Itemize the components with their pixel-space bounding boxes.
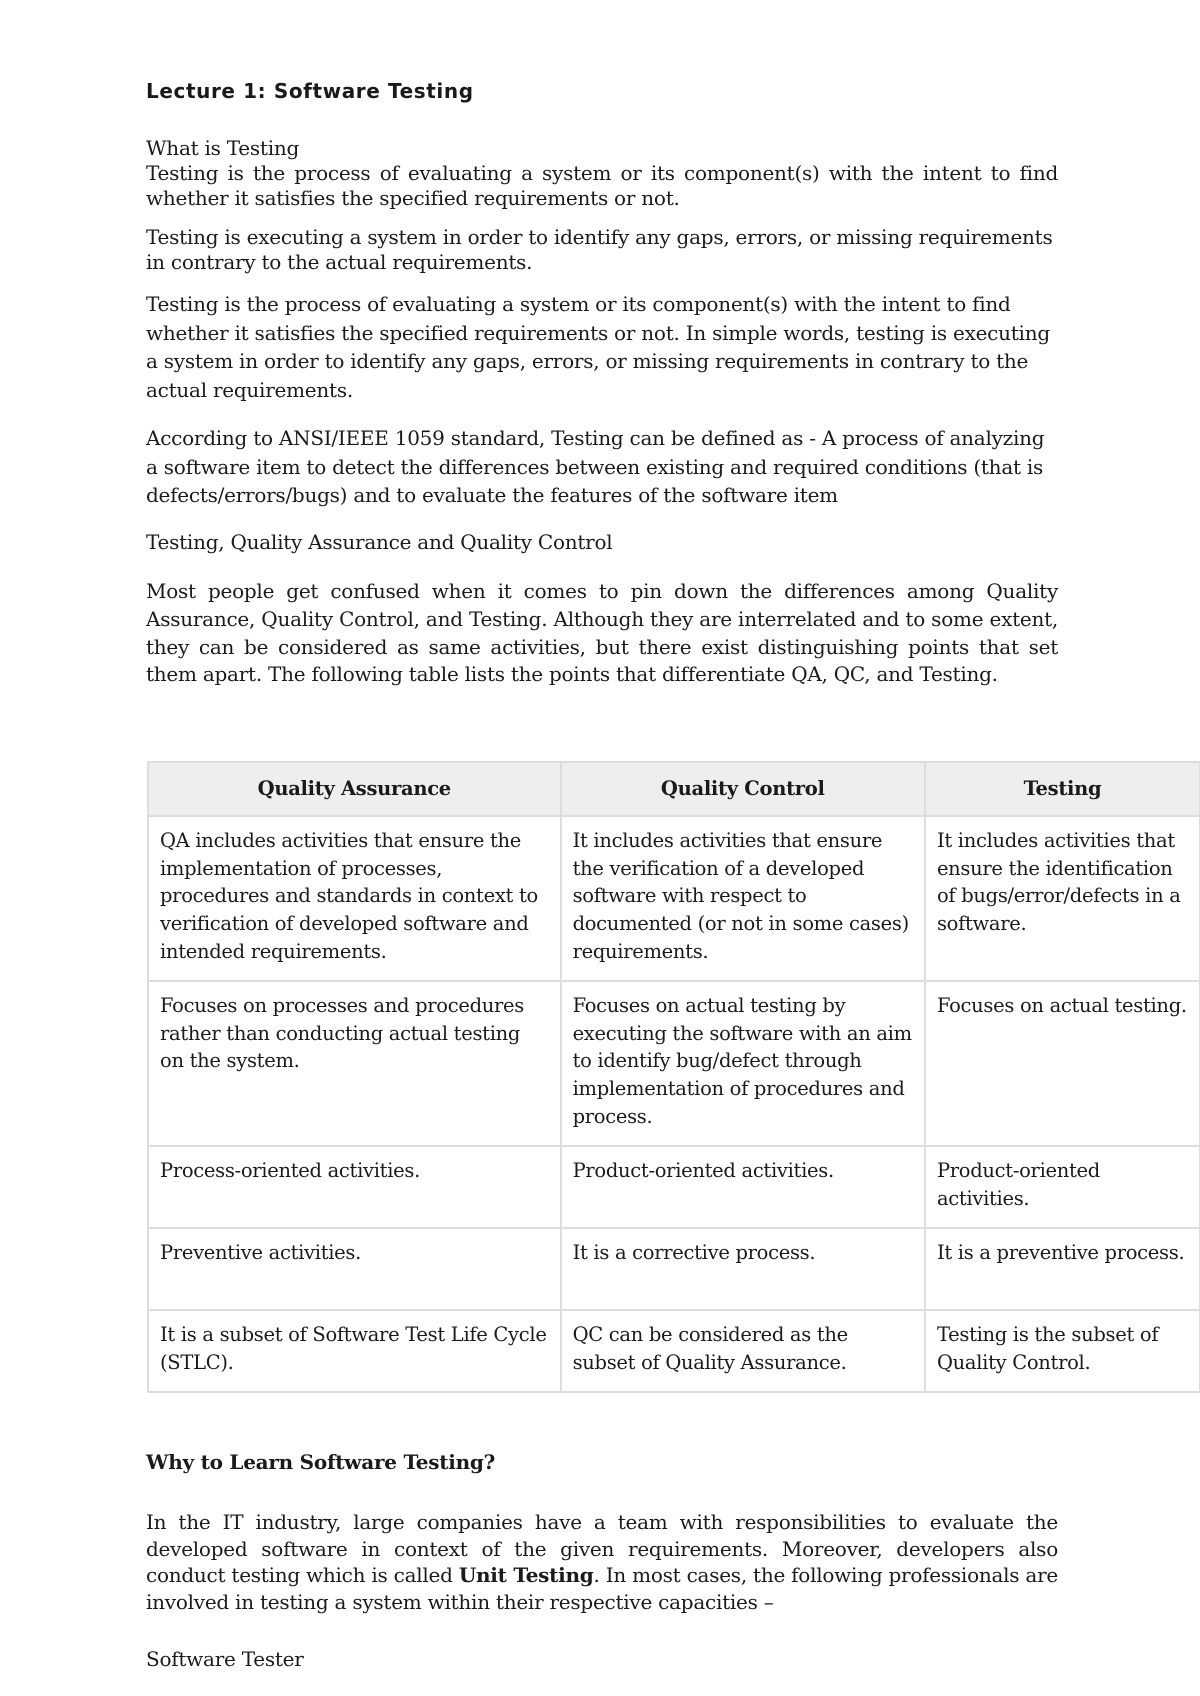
header-testing: Testing [925, 762, 1200, 816]
definition-paragraph: Testing is the process of evaluating a system or its component(s) with the intent to find whether it satisfies the specified requirements or not. [146, 161, 1058, 210]
table-cell: Testing is the subset of Quality Control. [925, 1310, 1200, 1392]
table-row [148, 1146, 1200, 1228]
executing-paragraph: Testing is executing a system in order to identify any gaps, errors, or missing requirements in contrary to the actual requirements. [146, 225, 1053, 274]
table-row [148, 981, 1200, 1146]
what-is-testing-heading: What is Testing [146, 136, 300, 160]
confusion-paragraph: Most people get confused when it comes to pin down the differences among Quality Assurance, Quality Control, and Testing. Although they are interrelated and to some extent, they can be considered as same activities, but there exist distinguishing points that set them apart. The following table lists the points that differentiate QA, QC, and Testing. [146, 579, 1058, 687]
table-cell: It is a subset of Software Test Life Cycle (STLC). [148, 1310, 561, 1392]
industry-text-after: . In most cases, the following professionals are involved in testing a system within their respective capacities – [146, 1563, 1059, 1614]
ansi-ieee-paragraph: According to ANSI/IEEE 1059 standard, Testing can be defined as - A process of analyzing a software item to detect the differences between existing and required conditions (that is defects/errors/bugs) and to evaluate the features of the software item [146, 426, 1045, 507]
table-cell: It includes activities that ensure the verification of a developed software with respect to documented (or not in some cases) requirements. [561, 816, 925, 981]
table-cell: Focuses on actual testing by executing the software with an aim to identify bug/defect through implementation of procedures and process. [561, 981, 925, 1146]
table-cell: Preventive activities. [148, 1228, 561, 1310]
table-cell: QA includes activities that ensure the implementation of processes, procedures and standards in context to verification of developed software and intended requirements. [148, 816, 561, 981]
industry-text-before: In the IT industry, large companies have a team with responsibilities to evaluate the developed software in context of the given requirements. Moreover, developers also conduct testing which is called [146, 1510, 1058, 1587]
table-cell: Focuses on processes and procedures rather than conducting actual testing on the system. [148, 981, 561, 1146]
header-quality-control: Quality Control [561, 762, 925, 816]
qa-qc-testing-table [147, 761, 1200, 1393]
table-cell: It is a preventive process. [925, 1228, 1200, 1310]
qa-qc-heading: Testing, Quality Assurance and Quality Control [146, 530, 613, 554]
simple-words-paragraph: Testing is the process of evaluating a system or its component(s) with the intent to find whether it satisfies the specified requirements or not. In simple words, testing is executing a system in order to identify any gaps, errors, or missing requirements in contrary to the actual requirements. [146, 292, 1050, 402]
industry-paragraph [146, 1509, 1058, 1615]
table-cell: It includes activities that ensure the identification of bugs/error/defects in a software. [925, 816, 1200, 981]
lecture-title: Lecture 1: Software Testing [146, 79, 474, 103]
software-tester-role: Software Tester [146, 1647, 304, 1671]
table-cell: Product-oriented activities. [561, 1146, 925, 1228]
table-row [148, 1228, 1200, 1310]
table-cell: Focuses on actual testing. [925, 981, 1200, 1146]
why-learn-heading: Why to Learn Software Testing? [146, 1450, 496, 1474]
table-cell: QC can be considered as the subset of Quality Assurance. [561, 1310, 925, 1392]
table-row [148, 816, 1200, 981]
table-cell: Process-oriented activities. [148, 1146, 561, 1228]
table-cell: It is a corrective process. [561, 1228, 925, 1310]
table-cell: Product-oriented activities. [925, 1146, 1200, 1228]
unit-testing-term: Unit Testing [458, 1563, 594, 1587]
table-header-row [148, 762, 1200, 816]
table-row [148, 1310, 1200, 1392]
header-quality-assurance: Quality Assurance [148, 762, 561, 816]
